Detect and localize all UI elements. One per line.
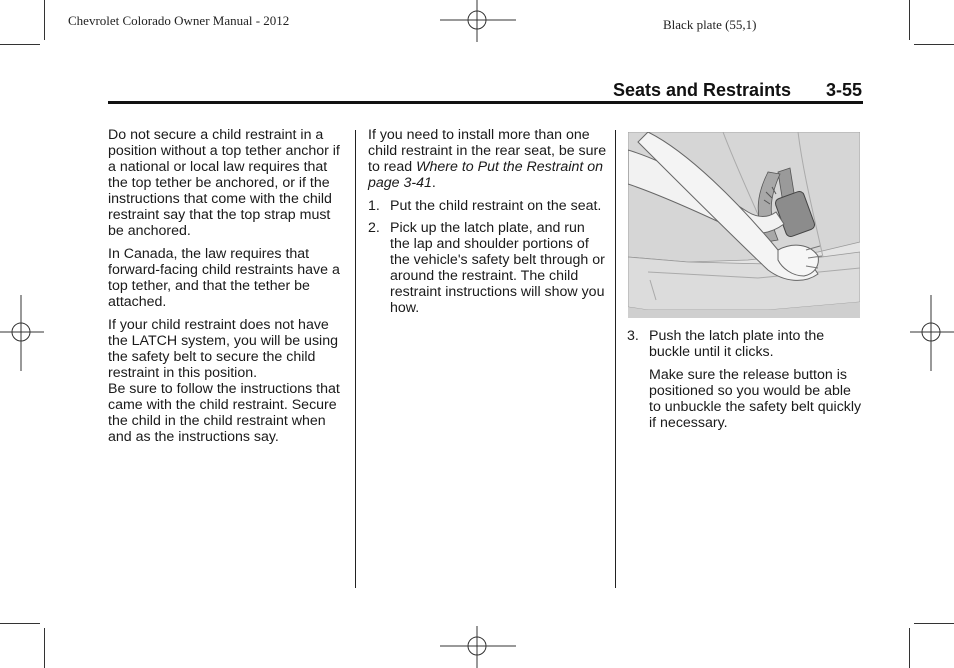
column-2 <box>368 127 608 322</box>
list-item <box>368 220 608 316</box>
column-3 <box>627 328 863 438</box>
registration-mark-right <box>910 295 954 371</box>
paragraph: In Canada, the law requires that forward-facing child restraints have a top tether, and that the tether be attached. <box>108 246 340 310</box>
section-title: Seats and Restraints <box>613 80 792 100</box>
intro-text: If you need to install more than one child restraint in the rear seat, be sure to read <box>368 127 607 175</box>
cross-reference-link[interactable]: Where to Put the Restraint on page 3-41 <box>368 159 604 191</box>
intro-end: . <box>431 175 436 191</box>
crop-mark <box>914 44 954 45</box>
column-1 <box>108 127 348 452</box>
step-note: Make sure the release button is positioned so you would be able to unbuckle the safety belt quickly if necessary. <box>649 367 862 431</box>
plate-label: Black plate (55,1) <box>663 17 757 32</box>
step-number: 2. <box>368 220 380 236</box>
step-number: 1. <box>368 198 380 214</box>
column-divider <box>355 130 356 588</box>
step-number: 3. <box>627 328 639 344</box>
page-number: 3-55 <box>826 80 863 100</box>
crop-mark <box>44 0 45 40</box>
step-text: Push the latch plate into the buckle until it clicks. <box>649 328 825 360</box>
seat-belt-buckle-illustration <box>628 132 860 318</box>
registration-mark-left <box>0 295 44 371</box>
column-divider <box>615 130 616 588</box>
step-text: Put the child restraint on the seat. <box>390 198 602 214</box>
paragraph: If your child restraint does not have the LATCH system, you will be using the safety belt to secure the child restraint in this position. <box>108 317 338 381</box>
paragraph: Be sure to follow the instructions that came with the child restraint. Secure the child in the child restraint when and as the instructions say. <box>108 381 340 445</box>
paragraph: Do not secure a child restraint in a position without a top tether anchor if a national or local law requires that the top tether be anchored, or if the instructions that come with the child restraint say that the top strap must be anchored. <box>108 127 340 239</box>
registration-mark-bottom <box>440 626 516 668</box>
registration-mark-top <box>440 0 516 42</box>
step-text: Pick up the latch plate, and run the lap and shoulder portions of the vehicle's safety belt through or around the restraint. The child restraint instructions will show you how. <box>390 220 605 316</box>
crop-mark <box>909 0 910 40</box>
intro-paragraph <box>368 127 608 191</box>
crop-mark <box>44 628 45 668</box>
crop-mark <box>909 628 910 668</box>
crop-mark <box>914 623 954 624</box>
header-rule <box>108 101 863 104</box>
crop-mark <box>0 623 40 624</box>
list-item <box>368 198 608 214</box>
list-item <box>627 328 863 360</box>
crop-mark <box>0 44 40 45</box>
manual-title: Chevrolet Colorado Owner Manual - 2012 <box>68 13 290 28</box>
